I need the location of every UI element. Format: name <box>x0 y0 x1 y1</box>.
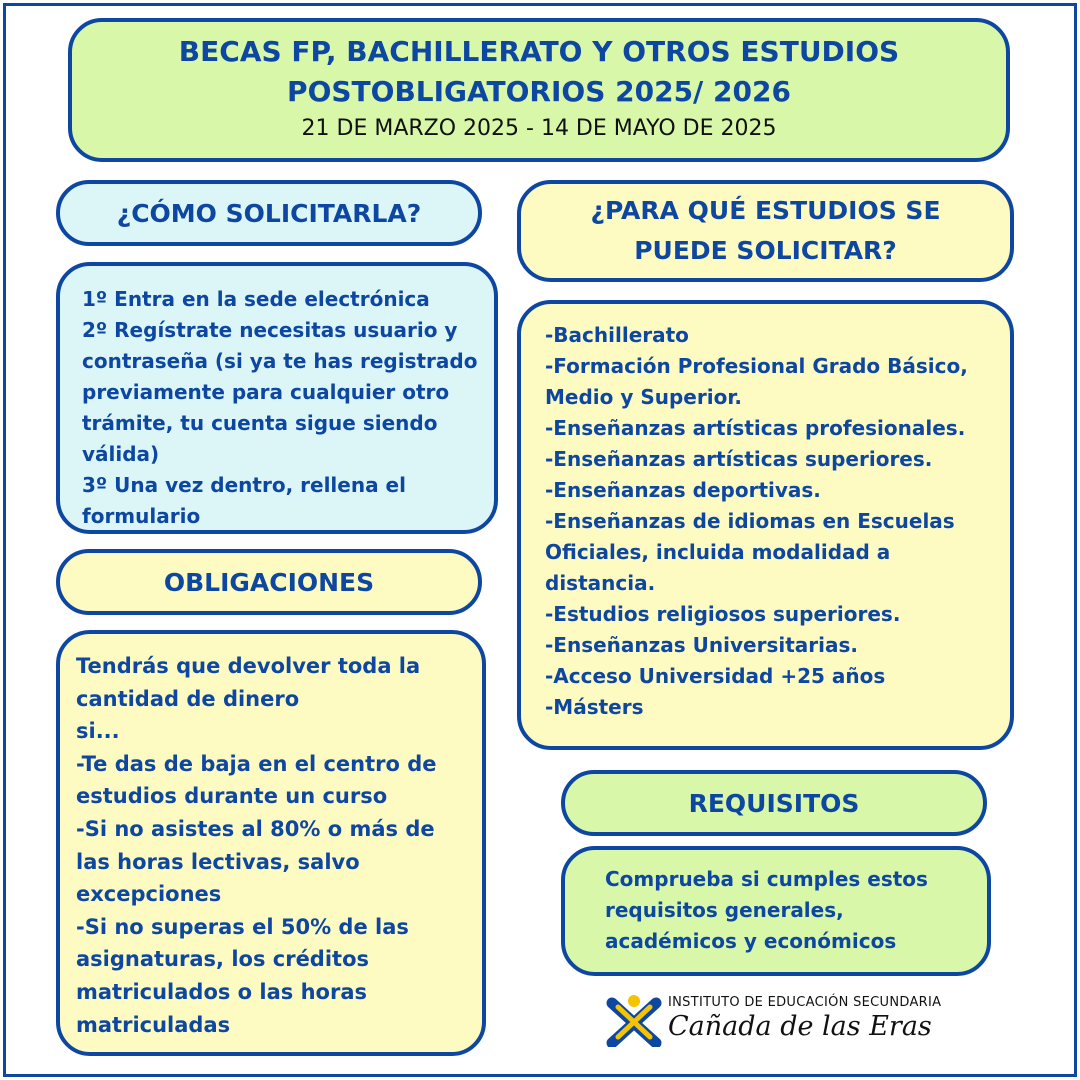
obligaciones-line: -Te das de baja en el centro de <box>76 751 437 776</box>
requisitos-heading: REQUISITOS <box>688 788 860 818</box>
estudios-line: distancia. <box>545 571 656 595</box>
estudios-list-box <box>517 300 1014 750</box>
como-heading: ¿CÓMO SOLICITARLA? <box>116 198 422 228</box>
como-line: formulario <box>82 504 201 528</box>
obligaciones-line: Tendrás que devolver toda la <box>76 654 421 678</box>
estudios-heading-box <box>517 180 1014 282</box>
title-line-2: POSTOBLIGATORIOS 2025/ 2026 <box>287 75 791 108</box>
estudios-line: -Formación Profesional Grado Básico, <box>545 354 968 378</box>
estudios-line: Medio y Superior. <box>545 385 742 409</box>
estudios-line: -Acceso Universidad +25 años <box>545 664 886 688</box>
obligaciones-heading: OBLIGACIONES <box>163 567 375 597</box>
obligaciones-line: las horas lectivas, salvo <box>76 849 360 874</box>
obligaciones-line: -Si no asistes al 80% o más de <box>76 816 435 841</box>
obligaciones-line: matriculadas <box>76 1012 231 1037</box>
como-line: 1º Entra en la sede electrónica <box>82 287 430 311</box>
como-line: trámite, tu cuenta sigue siendo <box>82 411 438 435</box>
school-emblem-icon <box>606 993 662 1047</box>
obligaciones-line: cantidad de dinero <box>76 686 300 711</box>
estudios-line: -Enseñanzas deportivas. <box>545 478 821 502</box>
como-line: 2º Regístrate necesitas usuario y <box>82 318 458 342</box>
obligaciones-line: -Si no superas el 50% de las <box>76 914 409 939</box>
como-line: contraseña (si ya te has registrado <box>82 349 478 373</box>
obligaciones-line: si... <box>76 719 120 744</box>
estudios-line: -Enseñanzas Universitarias. <box>545 633 858 657</box>
logo-line-2: Cañada de las Eras <box>668 1011 932 1042</box>
requisitos-line: académicos y económicos <box>605 929 897 953</box>
title-line-1: BECAS FP, BACHILLERATO Y OTROS ESTUDIOS <box>178 35 900 68</box>
obligaciones-box <box>56 630 486 1056</box>
estudios-line: -Másters <box>545 695 644 719</box>
estudios-line: Oficiales, incluida modalidad a <box>545 540 891 564</box>
estudios-heading-line-1: ¿PARA QUÉ ESTUDIOS SE <box>590 196 941 225</box>
como-line: previamente para cualquier otro <box>82 380 450 404</box>
como-steps-box <box>56 262 498 534</box>
requisitos-heading-box <box>561 770 987 836</box>
requisitos-box <box>561 846 991 976</box>
obligaciones-line: matriculados o las horas <box>76 979 368 1004</box>
school-logo <box>606 993 966 1049</box>
title-banner <box>68 18 1010 162</box>
requisitos-line: Comprueba si cumples estos <box>605 867 928 891</box>
estudios-line: -Bachillerato <box>545 323 689 347</box>
obligaciones-line: excepciones <box>76 882 222 907</box>
application-dates: 21 DE MARZO 2025 - 14 DE MAYO DE 2025 <box>301 116 777 141</box>
estudios-line: -Enseñanzas de idiomas en Escuelas <box>545 509 955 533</box>
obligaciones-line: asignaturas, los créditos <box>76 947 370 972</box>
estudios-heading-line-2: PUEDE SOLICITAR? <box>634 236 897 265</box>
logo-line-1: INSTITUTO DE EDUCACIÓN SECUNDARIA <box>668 995 942 1010</box>
obligaciones-line: estudios durante un curso <box>76 784 388 809</box>
obligaciones-heading-box <box>56 549 482 615</box>
estudios-line: -Enseñanzas artísticas superiores. <box>545 447 933 471</box>
como-heading-box <box>56 180 482 246</box>
requisitos-line: requisitos generales, <box>605 898 844 922</box>
como-line: 3º Una vez dentro, rellena el <box>82 473 406 497</box>
estudios-line: -Estudios religiosos superiores. <box>545 602 901 626</box>
estudios-line: -Enseñanzas artísticas profesionales. <box>545 416 966 440</box>
como-line: válida) <box>82 442 160 466</box>
